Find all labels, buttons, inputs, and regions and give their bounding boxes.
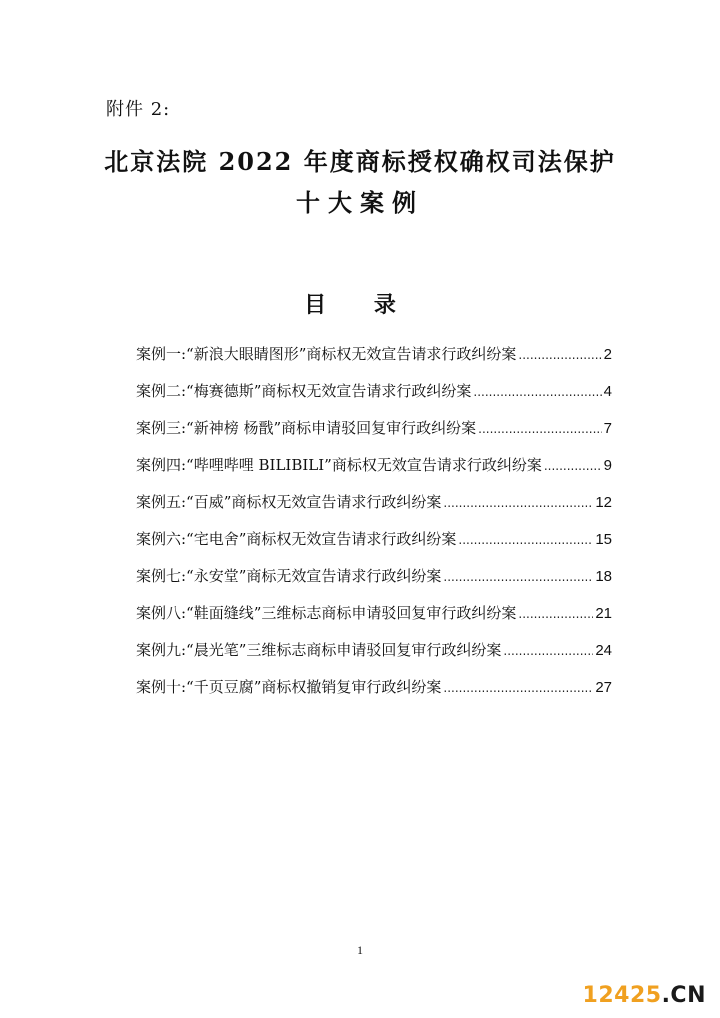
toc-dot-leader <box>478 422 601 436</box>
toc-entry[interactable] <box>136 639 612 676</box>
site-watermark-logo <box>583 983 706 1008</box>
watermark-domain: .CN <box>661 983 706 1008</box>
document-title-line-2: 十大案例 <box>296 188 424 217</box>
toc-entry-label: 案例九:“晨光笔”三维标志商标申请驳回复审行政纠纷案 <box>136 641 502 659</box>
document-title-line-1: 北京法院 2022 年度商标授权确权司法保护 <box>104 147 616 176</box>
toc-dot-leader <box>503 644 593 658</box>
toc-entry-label: 案例七:“永安堂”商标无效宣告请求行政纠纷案 <box>136 567 442 585</box>
toc-entry-label: 案例六:“宅电舍”商标权无效宣告请求行政纠纷案 <box>136 530 457 548</box>
toc-dot-leader <box>518 607 593 621</box>
toc-dot-leader <box>443 570 593 584</box>
toc-dot-leader <box>473 385 601 399</box>
toc-entry-page: 15 <box>595 531 612 548</box>
toc-entry-label: 案例十:“千页豆腐”商标权撤销复审行政纠纷案 <box>136 678 442 696</box>
toc-entry[interactable] <box>136 565 612 602</box>
toc-entry-page: 12 <box>595 494 612 511</box>
toc-entry-page: 24 <box>595 642 612 659</box>
toc-entry-page: 7 <box>603 420 612 437</box>
watermark-number: 12425 <box>582 983 662 1008</box>
attachment-label: 附件 2: <box>106 99 171 120</box>
toc-entry-page: 18 <box>595 568 612 585</box>
toc-dot-leader <box>544 459 602 473</box>
toc-entry[interactable] <box>136 454 612 491</box>
toc-entry-label: 案例一:“新浪大眼睛图形”商标权无效宣告请求行政纠纷案 <box>136 345 517 363</box>
toc-entry-label: 案例三:“新神榜 杨戬”商标申请驳回复审行政纠纷案 <box>136 419 477 437</box>
toc-entry-page: 27 <box>595 679 612 696</box>
toc-entry-label: 案例四:“哔哩哔哩 BILIBILI”商标权无效宣告请求行政纠纷案 <box>136 456 542 474</box>
toc-heading: 目 录 <box>304 292 416 318</box>
toc-entry-page: 2 <box>603 346 612 363</box>
toc-dot-leader <box>443 681 593 695</box>
toc-entry[interactable] <box>136 491 612 528</box>
toc-dot-leader <box>518 348 601 362</box>
toc-entry[interactable] <box>136 380 612 417</box>
toc-entry[interactable] <box>136 602 612 639</box>
toc-entry[interactable] <box>136 417 612 454</box>
toc-entry-page: 9 <box>603 457 612 474</box>
toc-entry-page: 21 <box>595 605 612 622</box>
toc-dot-leader <box>443 496 593 510</box>
toc-entry[interactable] <box>136 676 612 713</box>
toc-dot-leader <box>458 533 593 547</box>
page-number: 1 <box>357 943 363 957</box>
table-of-contents <box>136 343 612 713</box>
toc-entry-label: 案例八:“鞋面缝线”三维标志商标申请驳回复审行政纠纷案 <box>136 604 517 622</box>
toc-entry[interactable] <box>136 528 612 565</box>
toc-entry-label: 案例二:“梅赛德斯”商标权无效宣告请求行政纠纷案 <box>136 382 472 400</box>
toc-entry[interactable] <box>136 343 612 380</box>
toc-entry-label: 案例五:“百威”商标权无效宣告请求行政纠纷案 <box>136 493 442 511</box>
toc-entry-page: 4 <box>603 383 612 400</box>
